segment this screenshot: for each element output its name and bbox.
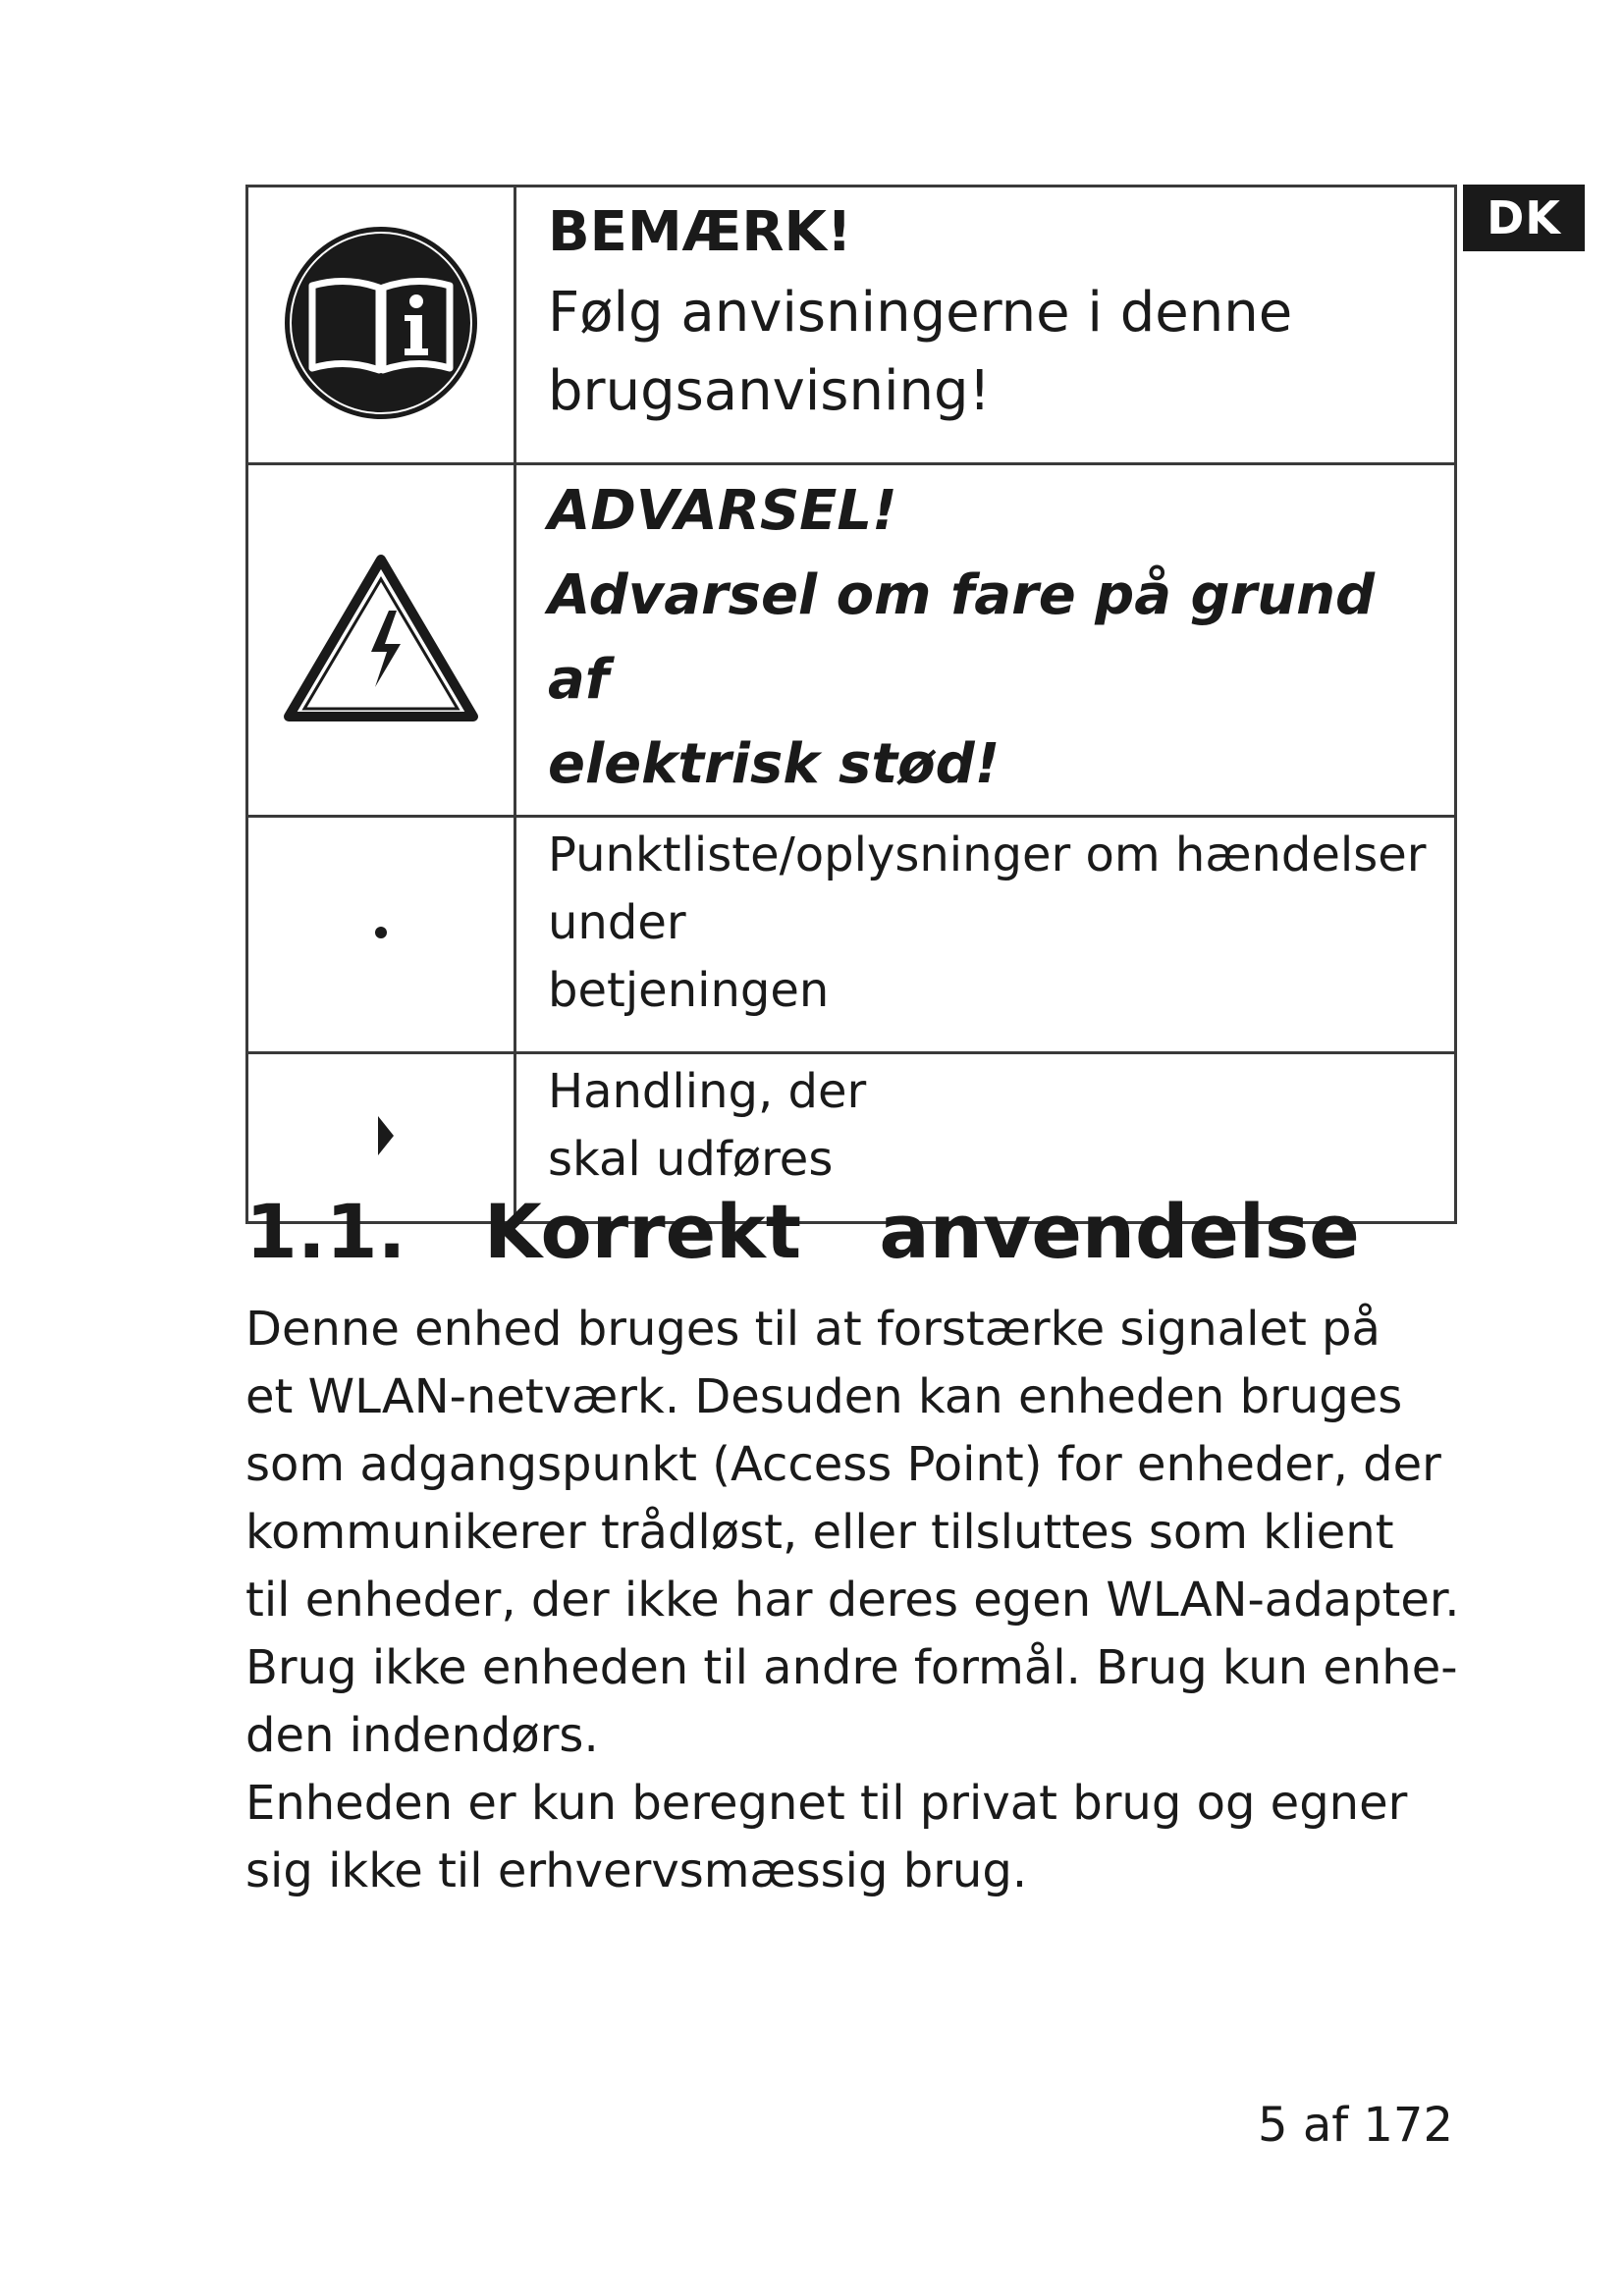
action-description-line: skal udføres bbox=[548, 1132, 834, 1187]
paragraph-line: Denne enhed bruges til at forstærke signalet på bbox=[245, 1302, 1380, 1357]
section-heading: 1.1. Korrekt anvendelse bbox=[245, 1188, 1360, 1275]
electric-warning-icon bbox=[283, 550, 479, 726]
notice-line: brugsanvisning! bbox=[548, 359, 992, 423]
bullet-icon bbox=[371, 923, 391, 942]
icon-cell bbox=[247, 187, 515, 464]
action-description-line: Handling, der bbox=[548, 1064, 867, 1119]
warning-title: ADVARSEL! bbox=[548, 479, 897, 543]
paragraph-line: et WLAN-netværk. Desuden kan enheden bruges bbox=[245, 1369, 1403, 1424]
paragraph-line: sig ikke til erhvervsmæssig brug. bbox=[245, 1843, 1028, 1898]
notice-line: Følg anvisningerne i denne bbox=[548, 281, 1293, 345]
text-cell bbox=[515, 187, 1456, 464]
bullet-description-line: betjeningen bbox=[548, 963, 830, 1018]
info-book-icon bbox=[283, 225, 479, 421]
text-cell bbox=[515, 817, 1456, 1053]
paragraph-line: Enheden er kun beregnet til privat brug og egner bbox=[245, 1776, 1408, 1831]
notice-title: BEMÆRK! bbox=[548, 200, 852, 264]
section-body bbox=[245, 1296, 1473, 1905]
action-arrow-icon bbox=[376, 1114, 396, 1157]
page-number: 5 af 172 bbox=[1258, 2098, 1453, 2153]
paragraph-line: den indendørs. bbox=[245, 1708, 599, 1763]
icon-cell bbox=[247, 464, 515, 817]
bullet-description-line: under bbox=[548, 895, 686, 950]
paragraph-line: kommunikerer trådløst, eller tilsluttes som klient bbox=[245, 1505, 1394, 1560]
table-row bbox=[247, 464, 1456, 817]
bullet-description-line: Punktliste/oplysninger om hændelser bbox=[548, 828, 1427, 882]
symbol-table bbox=[245, 185, 1457, 1224]
table-row bbox=[247, 817, 1456, 1053]
paragraph-line: Brug ikke enheden til andre formål. Brug kun enhe- bbox=[245, 1640, 1458, 1695]
language-tab: DK bbox=[1463, 185, 1585, 251]
table-row bbox=[247, 187, 1456, 464]
warning-line: Advarsel om fare på grund af bbox=[548, 563, 1376, 712]
paragraph bbox=[245, 1296, 1473, 1770]
paragraph-line: som adgangspunkt (Access Point) for enheder, der bbox=[245, 1437, 1441, 1492]
text-cell bbox=[515, 464, 1456, 817]
paragraph bbox=[245, 1770, 1473, 1905]
paragraph-line: til enheder, der ikke har deres egen WLAN-adapter. bbox=[245, 1573, 1460, 1628]
icon-cell bbox=[247, 817, 515, 1053]
warning-line: elektrisk stød! bbox=[548, 732, 1001, 796]
